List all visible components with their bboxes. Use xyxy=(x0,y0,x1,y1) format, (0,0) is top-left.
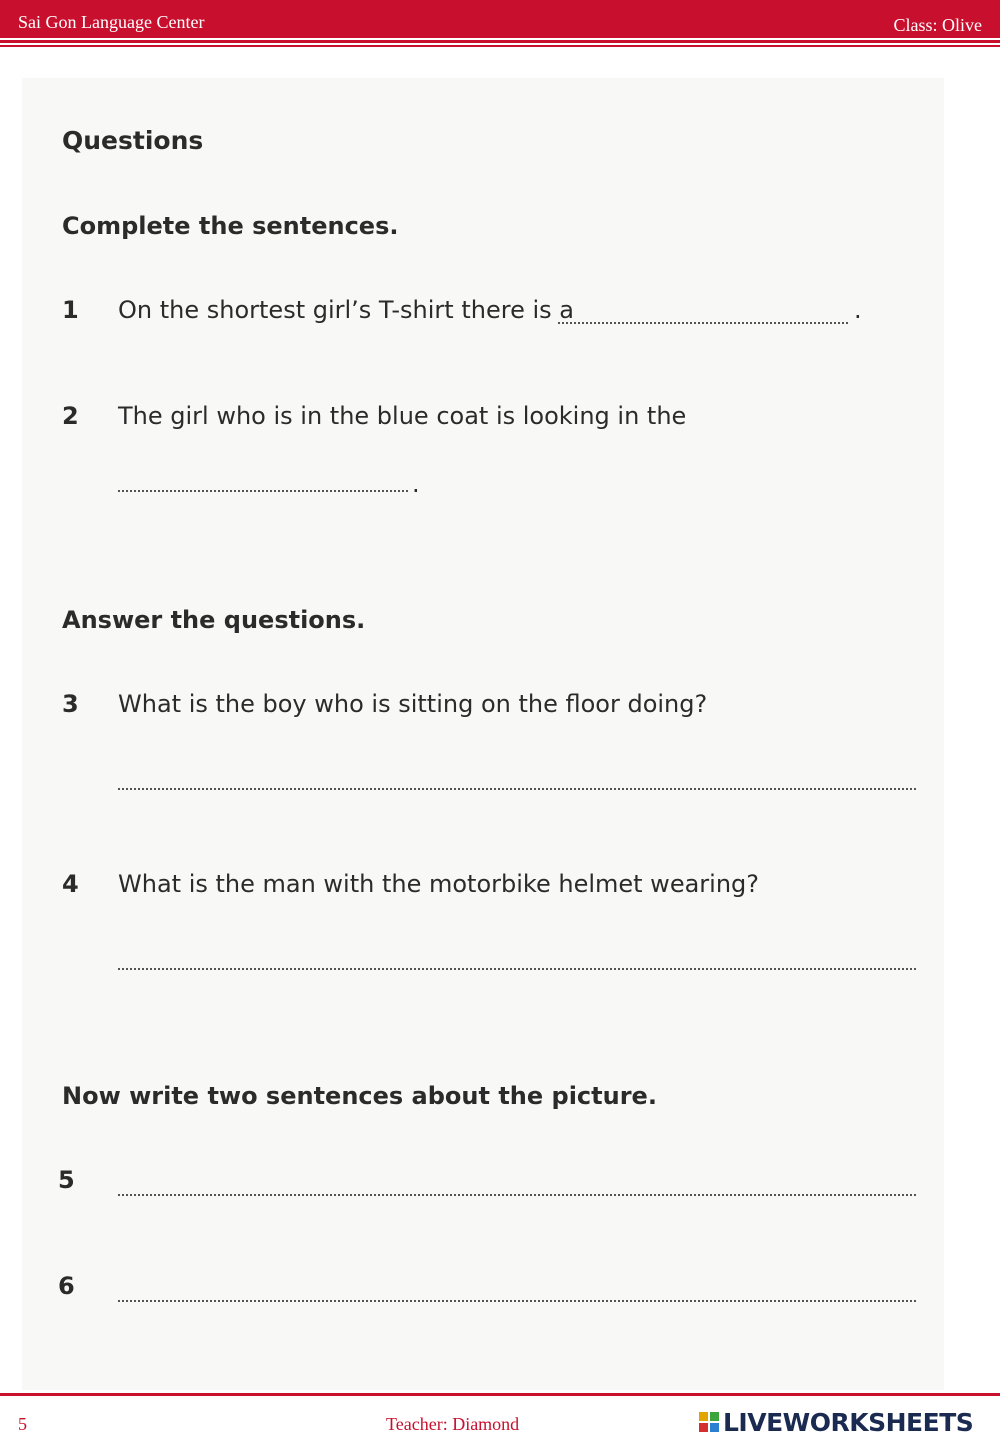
worksheet xyxy=(22,78,944,1390)
question-number-5: 5 xyxy=(58,1166,75,1194)
liveworksheets-logo-icon xyxy=(698,1411,720,1433)
footer-rule xyxy=(0,1393,1000,1396)
section-write-sentences: Now write two sentences about the picture. xyxy=(62,1082,657,1110)
liveworksheets-logo[interactable] xyxy=(698,1408,973,1436)
question-1-period: . xyxy=(854,296,862,324)
answer-line-4[interactable] xyxy=(118,968,916,970)
answer-line-6[interactable] xyxy=(118,1300,916,1302)
header-rule xyxy=(0,40,1000,43)
header-rule-thin xyxy=(0,45,1000,47)
question-3-text: What is the boy who is sitting on the floor doing? xyxy=(118,690,708,718)
answer-line-2[interactable] xyxy=(118,490,408,492)
question-number-4: 4 xyxy=(62,870,79,898)
question-number-2: 2 xyxy=(62,402,79,430)
section-complete-sentences: Complete the sentences. xyxy=(62,212,399,240)
question-4-text: What is the man with the motorbike helmet wearing? xyxy=(118,870,760,898)
teacher-name: Teacher: Diamond xyxy=(386,1414,520,1434)
question-number-1: 1 xyxy=(62,296,79,324)
page-footer xyxy=(0,1398,1000,1443)
center-name: Sai Gon Language Center xyxy=(18,12,205,32)
question-number-6: 6 xyxy=(58,1272,75,1300)
page-number: 5 xyxy=(18,1414,27,1434)
answer-line-5[interactable] xyxy=(118,1194,916,1196)
worksheet-title: Questions xyxy=(62,126,204,155)
question-2-period: . xyxy=(412,470,420,498)
question-number-3: 3 xyxy=(62,690,79,718)
question-2-text: The girl who is in the blue coat is looking in the xyxy=(118,402,687,430)
answer-line-1[interactable] xyxy=(558,322,848,324)
class-label: Class: Olive xyxy=(893,15,982,35)
answer-line-3[interactable] xyxy=(118,788,916,790)
page-header xyxy=(0,0,1000,38)
section-answer-questions: Answer the questions. xyxy=(62,606,366,634)
question-1-text: On the shortest girl’s T-shirt there is a xyxy=(118,296,574,324)
liveworksheets-wordmark: LIVEWORKSHEETS xyxy=(723,1407,974,1437)
